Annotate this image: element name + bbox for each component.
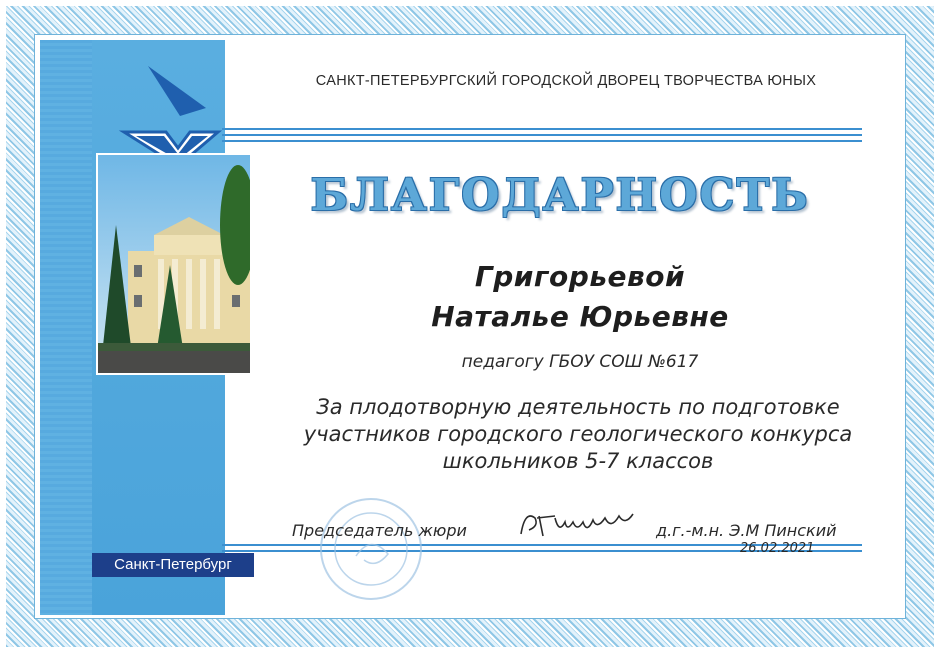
award-reason	[258, 394, 898, 475]
round-stamp	[316, 494, 426, 604]
recipient-position: педагогу ГБОУ СОШ №617	[461, 352, 699, 372]
left-band-texture	[40, 40, 92, 615]
palace-building-photo	[96, 153, 252, 375]
jury-chair-label: Председатель жюри	[292, 521, 467, 540]
signer-name: д.г.-м.н. Э.М Пинский	[656, 521, 837, 540]
city-label: Санкт-Петербург	[92, 553, 254, 577]
reason-line: За плодотворную деятельность по подготовке	[316, 395, 840, 419]
issue-date: 26.02.2021	[740, 541, 815, 556]
recipient-surname: Григорьевой	[474, 260, 686, 293]
reason-line: школьников 5-7 классов	[442, 449, 714, 473]
header-rule-lines	[222, 128, 862, 148]
handwritten-signature	[515, 504, 645, 544]
organization-name: САНКТ-ПЕТЕРБУРГСКИЙ ГОРОДСКОЙ ДВОРЕЦ ТВОРЧЕСТВА ЮНЫХ	[315, 73, 817, 89]
recipient-given-names: Наталье Юрьевне	[431, 300, 729, 333]
reason-line: участников городского геологического конкурса	[303, 422, 853, 446]
certificate-title: БЛАГОДАРНОСТЬ	[310, 170, 810, 221]
